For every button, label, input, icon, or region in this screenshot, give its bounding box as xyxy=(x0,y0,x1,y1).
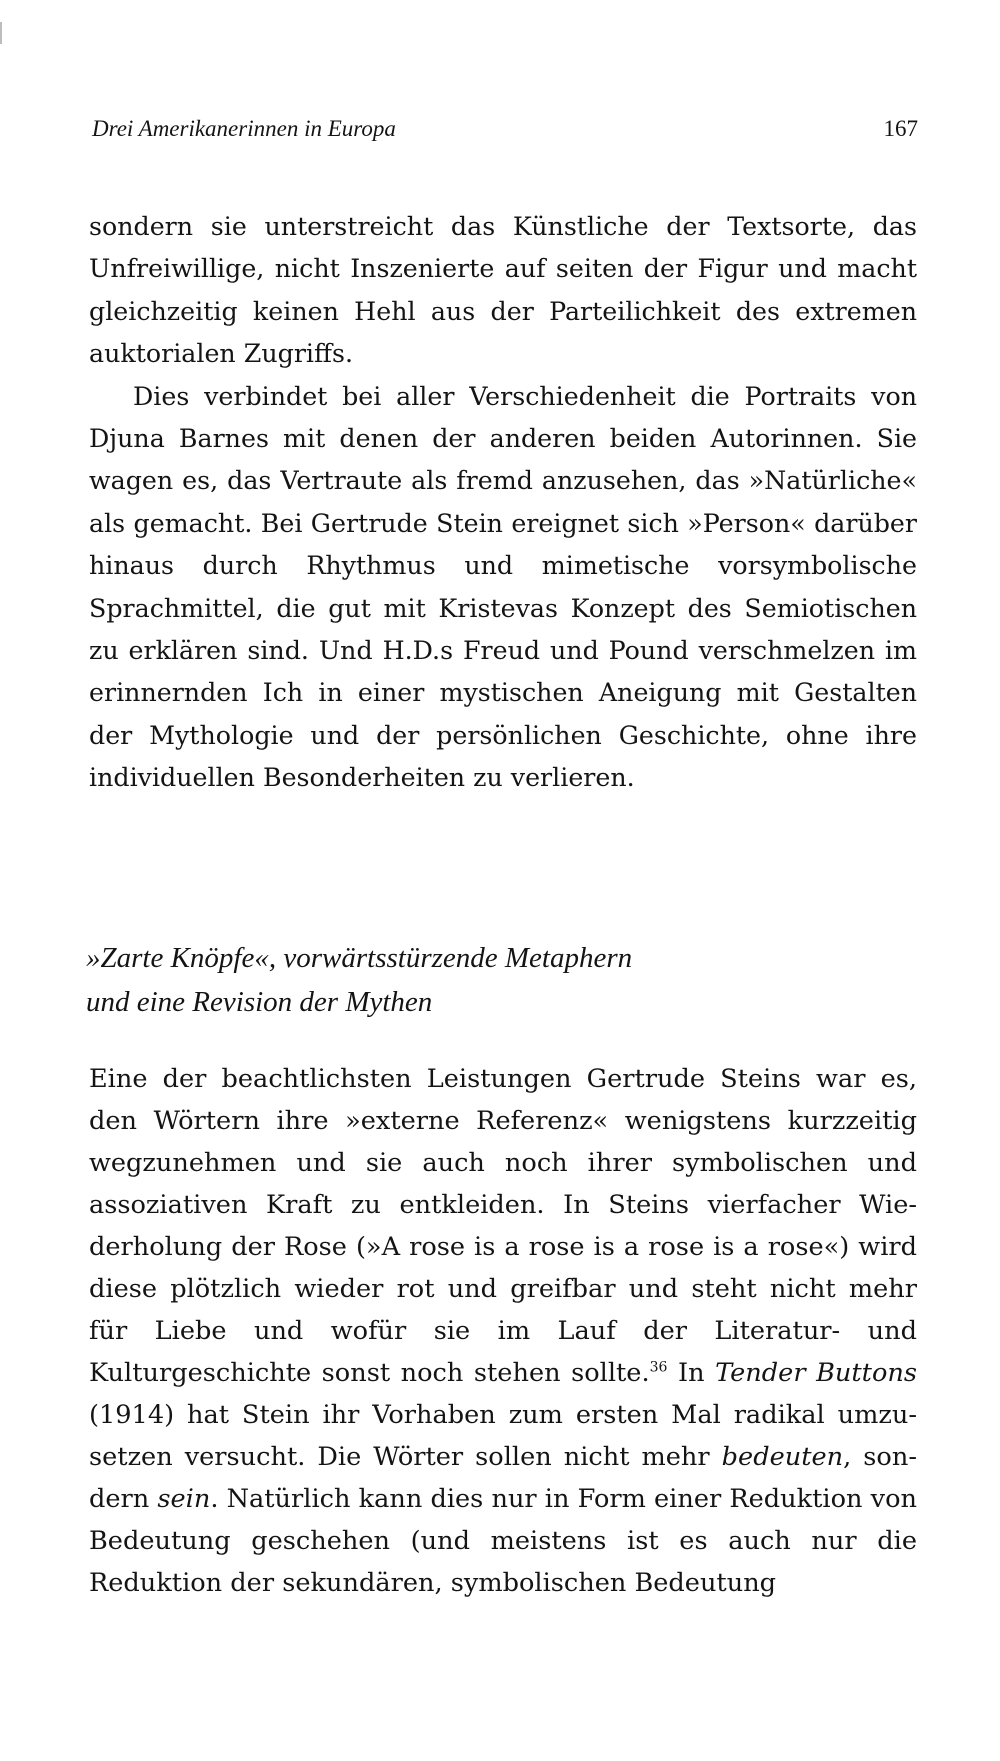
scan-edge-mark xyxy=(0,22,2,44)
section-heading-line-2: und eine Revision der Mythen xyxy=(86,986,433,1018)
running-title: Drei Amerikanerinnen in Europa xyxy=(92,116,396,141)
paragraph-3-text-4: , sondern xyxy=(89,1442,917,1514)
section-heading xyxy=(86,936,866,1024)
page-number: 167 xyxy=(883,116,918,141)
paragraph-2: Dies verbindet bei aller Verschiedenheit die Portraits von Djuna Barnes mit denen der anderen beiden Autorinnen. Sie wagen es, das Vertraute als fremd anzusehen, das »Natürliche« als gemacht. Bei Gertrude Stein ereignet sich »Person« darüber hinaus durch Rhythmus und mimetische vorsymbolische Sprachmittel, die gut mit Kristevas Konzept des Semiotischen zu erklären sind. Und H.D.s Freud und Pound verschmelzen im erinnernden Ich in einer mystischen Aneigung mit Gestalten der Mythologie und der persönlichen Geschichte, ohne ihre individuellen Besonderheiten zu verlieren. xyxy=(89,381,917,793)
section-heading-line-1: »Zarte Knöpfe«, vorwärtsstürzende Metaphern xyxy=(86,942,633,974)
paragraph-3-text-5: . Natürlich kann dies nur in Form einer Reduktion von Bedeutung geschehen (und meistens ist es auch nur die Reduktion der sekundären, symbolischen Bedeutung xyxy=(89,1484,917,1598)
paragraph-3-text-1: Eine der beachtlichsten Leistungen Gertrude Steins war es, den Wörtern ihre »externe Referenz« wenigstens kurzzeitig wegzunehmen und sie auch noch ihrer symbolischen und assoziativen Kraft zu entkleiden. In Steins vierfacher Wiederholung der Rose (»A rose is a rose is a rose is a rose«) wird diese plötzlich wieder rot und greifbar und steht nicht mehr für Liebe und wofür sie im Lauf der Literatur- und Kulturgeschichte sonst noch stehen sollte. xyxy=(89,1064,917,1388)
emphasis-sein: sein xyxy=(157,1484,211,1514)
paragraph-3 xyxy=(89,1058,917,1604)
paragraph-1: sondern sie unterstreicht das Künstliche der Textsorte, das Unfreiwillige, nicht Inszenierte auf seiten der Figur und macht gleichzeitig keinen Hehl aus der Parteilichkeit des extremen auktorialen Zugriffs. xyxy=(89,212,917,369)
paragraph-3-text-3: (1914) hat Stein ihr Vorhaben zum ersten Mal radikal umzusetzen versucht. Die Wörter sollen nicht mehr xyxy=(89,1400,917,1472)
footnote-marker-36: 36 xyxy=(649,1359,668,1376)
emphasis-bedeuten: bedeuten xyxy=(721,1442,844,1472)
running-header xyxy=(92,116,918,152)
book-title-tender-buttons: Tender Buttons xyxy=(715,1358,917,1388)
paragraph-3-text-2: In xyxy=(667,1358,716,1388)
